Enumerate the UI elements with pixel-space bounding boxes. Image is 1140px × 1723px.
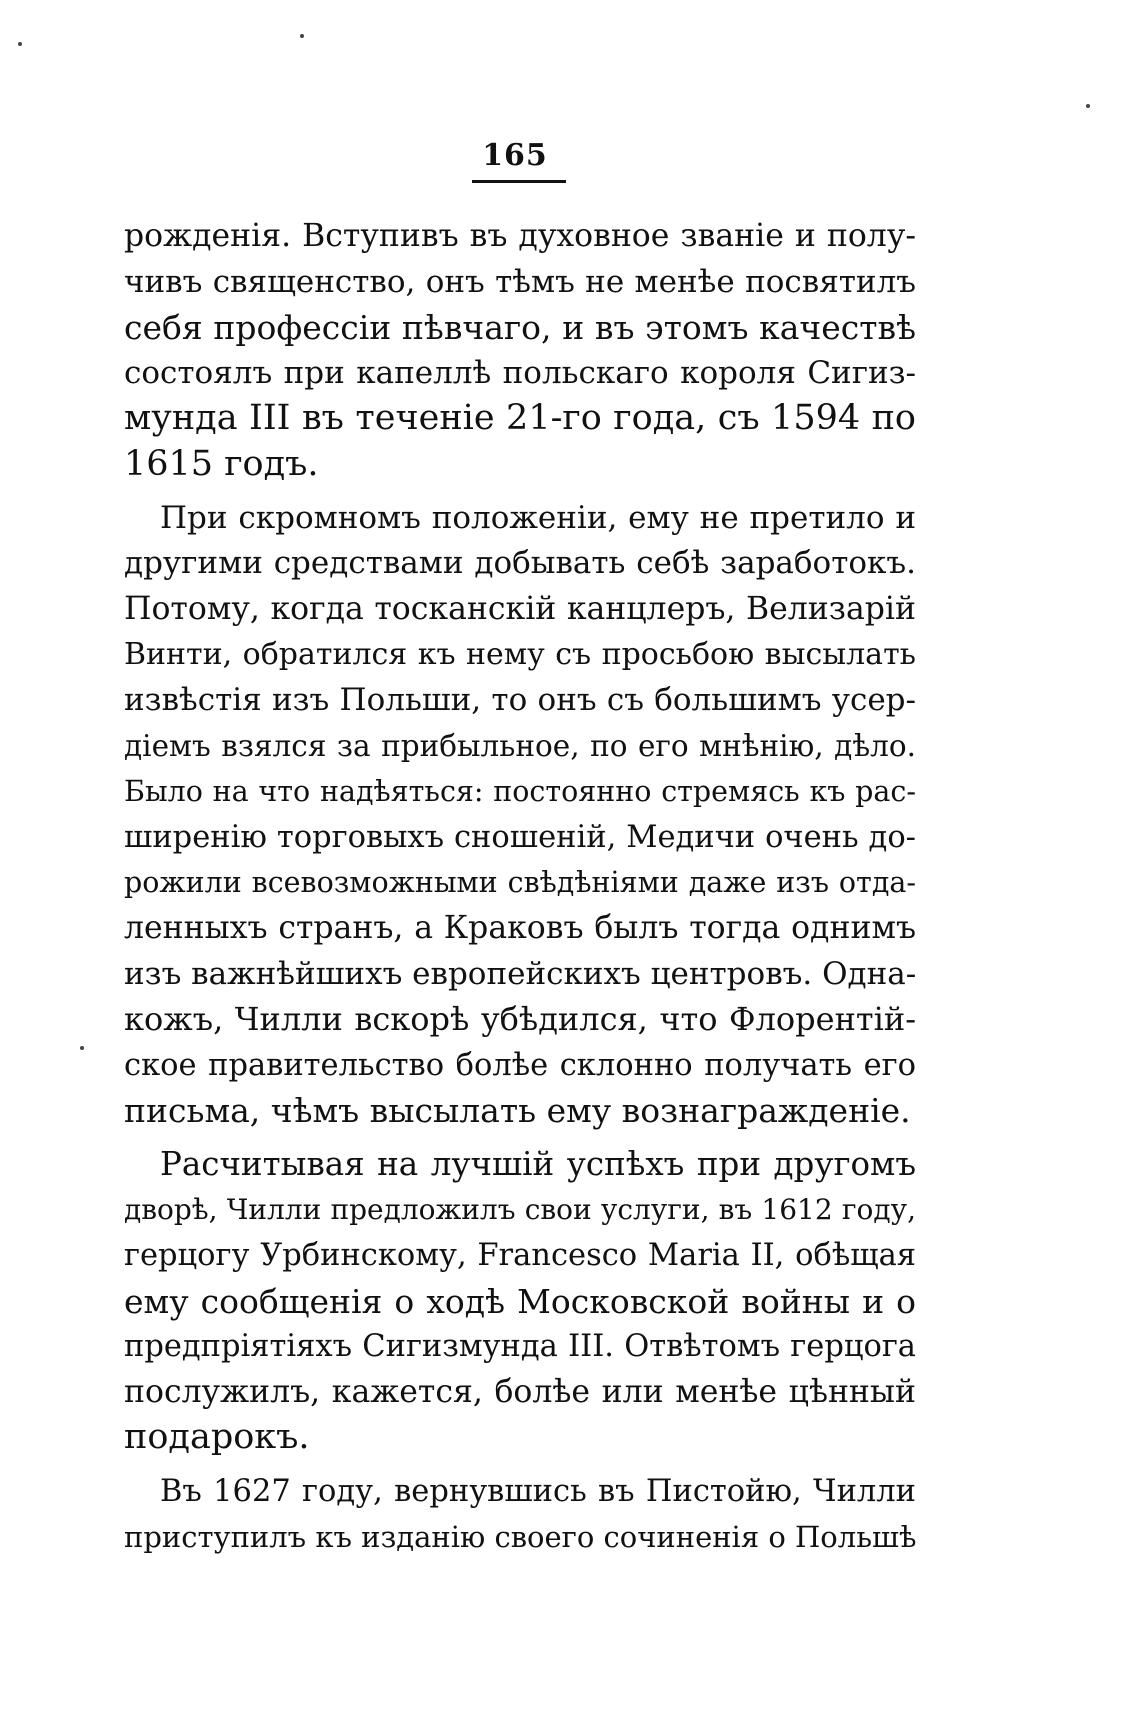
text-line: Винти, обратился къ нему съ просьбою высылать xyxy=(124,637,916,673)
text-line: изъ важнѣйшихъ европейскихъ центровъ. Одна- xyxy=(124,955,917,992)
text-line: ширенію торговыхъ сношеній, Медичи очень до- xyxy=(124,819,916,855)
text-line: Расчитывая на лучшій успѣхъ при другомъ xyxy=(160,1144,916,1183)
text-line: При скромномъ положеніи, ему не претило и xyxy=(160,499,916,536)
text-line: мунда III въ теченіе 21-го года, съ 1594 по xyxy=(124,398,916,439)
text-line: извѣстія изъ Польши, то онъ съ большимъ усер- xyxy=(124,681,916,718)
text-line: письма, чѣмъ высылать ему вознагражденіе. xyxy=(124,1091,911,1131)
speck-mark xyxy=(18,42,22,46)
header-rule xyxy=(472,180,566,183)
text-line: герцогу Урбинскому, Francesco Maria II, обѣщая xyxy=(124,1238,916,1274)
text-line: кожъ, Чилли вскорѣ убѣдился, что Флорентій- xyxy=(124,1000,916,1039)
text-line: другими средствами добывать себѣ заработокъ. xyxy=(124,545,916,582)
text-line: приступилъ къ изданію своего сочиненія о Польшѣ xyxy=(124,1519,917,1554)
paragraph-gap xyxy=(124,1134,916,1142)
text-line: рожили всевозможными свѣдѣніями даже изъ отда- xyxy=(124,866,916,900)
paragraph-gap xyxy=(124,488,916,496)
text-line: себя профессіи пѣвчаго, и въ этомъ качествѣ xyxy=(124,308,916,348)
speck-mark xyxy=(1086,104,1090,108)
text-line: ское правительство болѣе склонно получать его xyxy=(124,1047,916,1083)
text-line: Потому, когда тосканскій канцлеръ, Велизарій xyxy=(124,590,916,627)
speck-mark xyxy=(300,34,304,38)
text-line: діемъ взялся за прибыльное, по его мнѣнію, дѣло. xyxy=(124,728,916,763)
text-line: подарокъ. xyxy=(124,1417,310,1458)
text-line: рожденія. Вступивъ въ духовное званіе и полу- xyxy=(124,218,916,254)
text-line: дворѣ, Чилли предложилъ свои услуги, въ 1612 году, xyxy=(124,1193,916,1227)
text-line: Было на что надѣяться: постоянно стремясь къ рас- xyxy=(124,775,916,809)
text-line: чивъ священство, онъ тѣмъ не менѣе посвятилъ xyxy=(124,263,916,300)
text-line: 1615 годъ. xyxy=(124,443,319,484)
page-number: 165 xyxy=(482,138,548,173)
text-line: Въ 1627 году, вернувшись въ Пистойю, Чилли xyxy=(160,1474,916,1510)
body-text xyxy=(124,214,916,1560)
text-line: ленныхъ странъ, а Краковъ былъ тогда однимъ xyxy=(124,909,916,946)
text-line: предпріятіяхъ Сигизмунда III. Отвѣтомъ герцога xyxy=(124,1329,916,1365)
text-line: ему сообщенія о ходѣ Московской войны и о xyxy=(124,1281,916,1321)
paragraph-gap xyxy=(124,1461,916,1469)
text-line: послужилъ, кажется, болѣе или менѣе цѣнный xyxy=(124,1373,916,1410)
text-line: состоялъ при капеллѣ польскаго короля Сигиз- xyxy=(124,354,916,391)
speck-mark xyxy=(80,1046,84,1050)
